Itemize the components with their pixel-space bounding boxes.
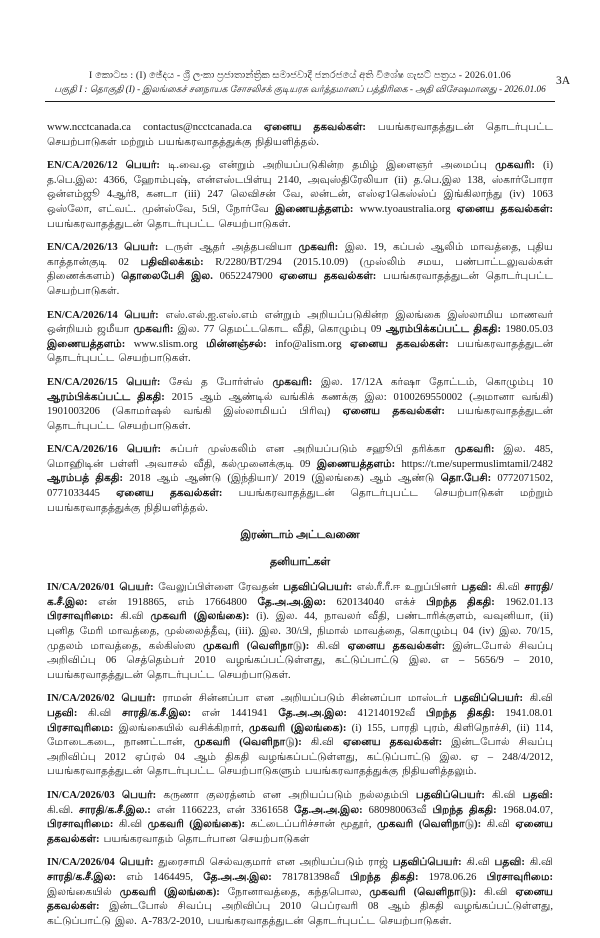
field-value: 620134040 எக்ச் (326, 596, 427, 608)
field-value: இன்டபோல் சிவப்பு அறிவிப்பு 06 செத்தெம்பர் 2010 வழங்கப்பட்டுள்ளது, கட்டுப்பாட்டு இல. எ – 5656/9 – 2010, பயங்கரவாதத்துடன் தொடர்புபட்ட செயற்பாடுகள். (47, 640, 553, 681)
field-label: பதவிப்பெயர்: (392, 857, 462, 869)
field-value: கருணா குலரத்னம் என அறியப்படும் நல்லதம்பி (156, 789, 416, 801)
field-value: கி.வி. (47, 804, 80, 816)
field-value: கி.வி (309, 640, 348, 652)
field-value: சுப்பர் முஸ்கலிம் என அறியப்படும் சஹூபி தரிக்கா (161, 444, 455, 456)
second-schedule-heading: இரண்டாம் அட்டவணை (240, 529, 360, 542)
field-label: ஏனைய தகவல்கள்: (47, 819, 554, 845)
field-label: சாரதி/க.சீ.இல.: (79, 804, 151, 816)
field-value: கி.வி (77, 708, 122, 719)
field-label: முகவரி (இலங்கை): (150, 611, 250, 623)
document-body (47, 121, 553, 938)
entry-IN-CA-2026-03 (47, 789, 553, 847)
field-label: முகவரி (வெளிநாடு): (376, 819, 482, 831)
field-label: பிரசாவுரிமை: (47, 819, 114, 831)
entry-EN-CA-2026-12 (47, 159, 553, 232)
field-label: முகவரி: (133, 324, 174, 336)
field-value: என் 1441941 (191, 708, 279, 719)
field-value: டி.வை.ஒ என்றும் அறியப்படுகின்ற தமிழ் இளைஞர் அமைப்பு (159, 160, 496, 172)
field-value: எல்.ரீ.ரீ.ஈ உறுப்பினர் (352, 582, 462, 594)
field-value: 0772071502, 0771033445 (47, 473, 554, 500)
field-value: 1941.08.01 (494, 708, 553, 719)
field-label: பிறந்த திகதி: (425, 708, 495, 719)
field-label: தொ.பேசி: (440, 473, 492, 485)
field-label: முகவரி (இலங்கை): (119, 886, 220, 898)
field-label: EN/CA/2026/15 பெயர்: (47, 376, 161, 388)
field-value: பயங்கரவாதத்துடன் தொடர்புபட்ட செயற்பாடுகள் மற்றும் பயங்கரவாதத்துக்கு நிதியளித்தல். (47, 488, 554, 514)
field-value: (i) 155, பாரதி புரம், கிளிநொச்சி, (ii) 114, மோடைகடை, நாணட்டான், (47, 722, 553, 749)
field-value: www.ncctcanada.ca contactus@ncctcanada.ca (47, 122, 264, 133)
field-label: EN/CA/2026/14 பெயர்: (47, 309, 159, 321)
entry-IN-CA-2026-04 (47, 856, 553, 929)
field-value: என் 1166223, என் 3361658 (150, 804, 295, 816)
field-label: பதவி: (461, 582, 492, 594)
field-value: பயங்கரவாதத்துடன் தொடர்புபட்ட செயற்பாடுகள். (47, 406, 553, 432)
field-label: தே.அ.அ.இல: (278, 708, 347, 719)
page-header (46, 70, 570, 95)
field-label: மின்னஞ்சல்: (206, 338, 267, 350)
field-value: இல. 77 தெமட்டகொட வீதி, கொழும்பு 09 (173, 324, 386, 336)
field-label: பதவிப்பெயர்: (283, 582, 353, 594)
field-label: ஏனைய தகவல்கள்: (347, 640, 446, 652)
field-label: முகவரி (வெளிநாடு): (193, 737, 302, 749)
field-label: பதவி: (522, 789, 553, 801)
field-label: சாரதி/க.சீ.இல: (47, 871, 117, 883)
field-label: ஆரம்பிக்கப்பட்ட திகதி: (385, 324, 501, 336)
field-value: இலங்கையில் (47, 886, 120, 898)
page-number: 3A (555, 75, 570, 87)
field-label: தே.அ.அ.இல: (294, 804, 363, 816)
field-label: இணையத்தளம்: (316, 458, 396, 470)
field-value: கி.வி (113, 819, 148, 831)
field-value: பயங்கரவாதத்துடன் தொடர்புபட்ட செயற்பாடுகள். (47, 338, 553, 365)
field-value: இன்டபோல் சிவப்பு அறிவிப்பு 2012 ஏப்ரல் 04 ஆம் திகதி வழங்கப்பட்டுள்ளது, கட்டுப்பாட்டு இல. ஏ – 248/4/2012, பயங்கரவாதத்துடன் தொடர்புபட்ட செயற்பாடுகளும் பயங்கரவாதத்துக்கு நிதியளித்தலும். (47, 737, 553, 778)
field-label: பிரசாவுரிமை: (486, 871, 554, 883)
field-value: பயங்கரவாதத்துடன் தொடர்புபட்ட செயற்பாடுகள். (47, 271, 554, 297)
field-value: info@alism.org (266, 338, 351, 350)
field-label: சாரதி/க.சீ.இல: (47, 582, 554, 608)
field-label: பதவி: (494, 857, 525, 869)
field-label: முகவரி: (298, 242, 339, 254)
field-value: எம் 1464495, (116, 871, 204, 883)
field-label: முகவரி (வெளிநாடு): (203, 640, 310, 652)
field-value: 781781398வீ (271, 871, 351, 883)
field-value: கி.வி (461, 857, 495, 869)
field-label: EN/CA/2026/13 பெயர்: (47, 242, 159, 254)
field-label: பிறந்த திகதி: (350, 871, 419, 883)
field-value: இல. 17/12A கர்ஷா தோட்டம், கொழும்பு 10 (312, 376, 554, 388)
field-label: ஏனைய தகவல்கள்: (350, 338, 449, 350)
field-value: இலங்கையில் வசிக்கிறார், (113, 722, 249, 734)
field-value: நோனாவத்தை, கந்தபொல, (219, 886, 370, 898)
field-label: பதவி: (47, 708, 78, 719)
field-label: பிரசாவுரிமை: (47, 611, 114, 623)
field-label: ஏனைய தகவல்கள்: (343, 737, 443, 749)
field-value: (i). இல. 44, நாவலர் வீதி, பண்டாரிக்குளம், வவுனியா, (ii) புனித மேரி மாவத்தை, முல்லைத்தீவு, (iii). இல. 30/பி, நிமால் மாவத்தை, கொழும்பு 04 (iv) இல. 70/15, முதலம் மாவத்தை, கல்கிஸ்ஸ (47, 611, 553, 652)
field-value: கி.வி (522, 693, 554, 705)
field-value: 2018 ஆம் ஆண்டு (இந்தியா)/ 2019 (இலங்கை) ஆம் ஆண்டு (123, 473, 441, 485)
header-line-tamil: பகுதி I : தொகுதி (I) - இலங்கைச் சனநாயக சோசலிசக் குடியரசு வர்த்தமானப் பத்திரிகை - அதி விசேஷமானது - 2026.01.06 (54, 83, 546, 94)
field-label: IN/CA/2026/03 பெயர்: (47, 789, 157, 801)
field-value: 1978.06.26 (418, 871, 487, 883)
field-label: முகவரி: (495, 160, 535, 172)
field-label: ஆரம்பத் திகதி: (47, 473, 124, 485)
field-label: ஆரம்பிக்கப்பட்ட திகதி: (47, 391, 165, 403)
field-value: 0652247900 (212, 271, 280, 283)
field-label: பிறந்த திகதி: (432, 804, 497, 816)
field-value: 680980063வீ (362, 804, 433, 816)
field-label: இணையத்தளம்: (47, 338, 126, 350)
entry-IN-CA-2026-01 (47, 581, 553, 683)
field-value: https://t.me/supermuslimtamil/2482 (395, 458, 553, 470)
field-value: 2015 ஆம் ஆண்டில் வங்கிக் கணக்கு இல: 0100269550002 (அமானா வங்கி) 1901003206 (கொமர்ஷல் வங்கி இஸ்லாமியப் பிரிவு) (47, 391, 553, 418)
field-value: www.tyoaustralia.org (353, 203, 457, 215)
field-label: IN/CA/2026/02 பெயர்: (47, 693, 156, 705)
field-value: என் 1918865, எம் 17664800 (87, 596, 258, 608)
field-value: பயங்கரவாதத்துடன் தொடர்புபட்ட செயற்பாடுகள். (47, 218, 291, 230)
field-value: கி.வி (524, 857, 554, 869)
entry-EN-CA-2026-14 (47, 309, 553, 367)
field-label: ஏனைய தகவல்கள்: (263, 122, 366, 133)
field-value: கி.வி (491, 582, 525, 594)
field-label: இணையத்தளம்: (275, 203, 354, 215)
field-label: ஏனைய தகவல்கள்: (279, 271, 377, 283)
entry-EN-CA-2026-16 (47, 443, 553, 516)
field-value: இன்டபோல் சிவப்பு அறிவிப்பு 2010 பெப்ரவரி 08 ஆம் திகதி வழங்கப்பட்டுள்ளது, கட்டுப்பாட்டு இல. A-783/2-2010, பயங்கரவாதத்துடன் தொடர்புபட்ட செயற்பாடுகள். (47, 901, 553, 927)
field-value: கி.வி (481, 819, 516, 831)
field-value: கி.வி (301, 737, 344, 749)
field-label: முகவரி (இலங்கை): (147, 819, 246, 831)
field-value: எஸ்.எல்.ஐ.எஸ்.எம் என்றும் அறியப்படுகின்ற இலங்கை இஸ்லாமிய மாணவர் ஒன்றியம் ஜமீயா (47, 309, 553, 336)
field-label: முகவரி: (454, 444, 495, 456)
individuals-heading: தனியாட்கள் (269, 556, 331, 569)
entry-EN-CA-2026-13 (47, 241, 553, 299)
field-label: முகவரி (வெளிநாடு): (369, 886, 477, 898)
field-label: EN/CA/2026/16 பெயர்: (47, 444, 162, 456)
field-label: தொலைபேசி இல. (121, 271, 213, 283)
field-value: துரைசாமி செல்வகுமார் என அறியப்படும் ராஜ் (153, 857, 393, 869)
field-label: ஏனைய தகவல்கள்: (47, 886, 553, 913)
field-value: கி.வி (484, 789, 523, 801)
field-label: ஏனைய தகவல்கள்: (116, 488, 223, 500)
field-value: ராமன் சின்னப்பா என அறியப்படும் சின்னப்பா மாஸ்டர் (155, 693, 454, 705)
field-label: IN/CA/2026/04 பெயர்: (47, 857, 154, 869)
field-label: IN/CA/2026/01 பெயர்: (47, 582, 154, 594)
field-label: தே.அ.அ.இல: (203, 871, 272, 883)
field-label: பிரசாவுரிமை: (47, 722, 114, 734)
field-label: தே.அ.அ.இல: (257, 596, 327, 608)
field-label: முகவரி: (272, 376, 313, 388)
field-value: டருள் ஆதர் அத்தபவியா (158, 242, 299, 254)
header-line-sinhala: I කොටස : (I) ඡේදය - ශ්‍රී ලංකා ප්‍රජාතාන්ත්‍රික සමාජවාදී ජනරජයේ අති විශේෂ ගැසට් පත්‍රය - 2026.01.06 (89, 70, 511, 81)
field-label: பதவிப்பெயர்: (415, 789, 485, 801)
entry-EN-CA-2026-15 (47, 376, 553, 434)
field-label: EN/CA/2026/12 பெயர்: (47, 160, 160, 172)
field-label: சாரதி/க.சீ.இல: (121, 708, 191, 719)
entry-IN-CA-2026-02 (47, 692, 553, 780)
field-value: கி.வி (113, 611, 151, 623)
header-divider (45, 101, 555, 102)
field-value: இல. 485, மொஹிடின் பள்ளி அவாசல் வீதி, கல்முனைக்குடி 09 (47, 444, 553, 470)
field-label: பதவிப்பெயர்: (453, 693, 523, 705)
field-value: கி.வி (476, 886, 516, 898)
field-value: பயங்கரவாதம் தொடர்பான செயற்பாடுகள் (99, 833, 310, 845)
field-value: 412140192வீ (346, 708, 426, 719)
field-value: இல. 19, கப்பல் ஆலிம் மாவத்தை, புதிய காத்தான்குடி 02 (47, 242, 553, 268)
field-label: பிறந்த திகதி: (426, 596, 495, 608)
field-label: ஏனைய தகவல்கள்: (342, 406, 445, 418)
field-label: முகவரி (இலங்கை): (248, 722, 347, 734)
field-value: 1968.04.07, (496, 804, 553, 816)
field-value: பயங்கரவாதத்துடன் தொடர்புபட்ட செயற்பாடுகள் மற்றும் பயங்கரவாதத்துக்கு நிதியளித்தல். (47, 122, 553, 148)
field-value: கட்டைப்பரிச்சான் மூதூர், (245, 819, 377, 831)
field-value: 1962.01.13 (494, 596, 553, 608)
field-value: வேலுப்பிள்ளை ரேவதன் (153, 582, 284, 594)
field-value: 1980.05.03 (501, 324, 553, 336)
field-label: ஏனைய தகவல்கள்: (456, 203, 554, 215)
field-value: www.slism.org (125, 338, 207, 350)
field-value: (i) த.பெ.இல: 4366, ஹோம்புஷ், என்எஸ்டபிள்யு 2140, அவுஸ்திரேலியா (ii) த.பெ.இல 138, ஸ்கார்போரா ஒன்எம்ஜூ 4ஆர்8, கனடா (iii) 247 லெவிசன் வே, லன்டன், எஸ்ஏ1கெஸ்ஸ்ப் இங்கிலாந்து (iv) 1063 ஒஸ்லோ, எட்வட். முன்ஸ்வே, 5பி, நோர்வே (47, 160, 553, 215)
entry-continuation (47, 121, 553, 150)
field-value: R/2280/BT/294 (2015.10.09) (முஸ்லிம் சமய, பண்பாட்டலுவல்கள் திணைக்களம்) (47, 256, 553, 283)
field-label: பதிவிலக்கம்: (140, 256, 204, 268)
field-value: சேவ் த போர்ள்ஸ் (160, 376, 273, 388)
